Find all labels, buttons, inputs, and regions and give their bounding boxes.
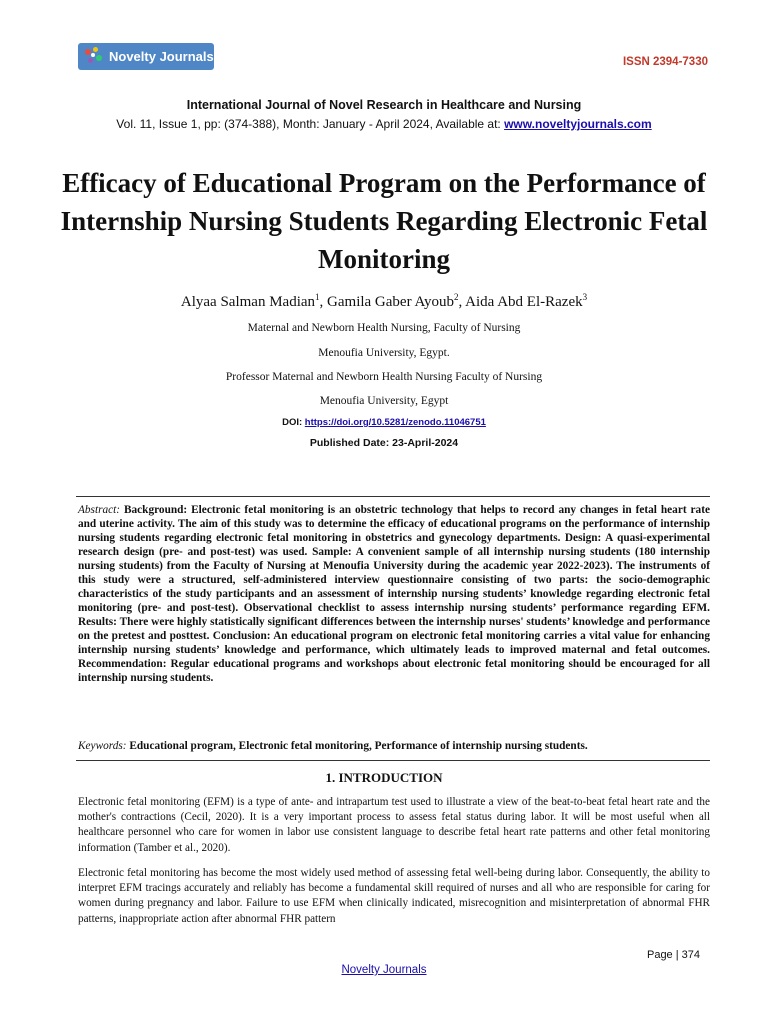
author-name: Alyaa Salman Madian <box>180 294 316 310</box>
author-sup: 3 <box>582 292 588 302</box>
affiliation-4: Menoufia University, Egypt <box>319 395 449 407</box>
doi-link[interactable]: https://doi.org/10.5281/zenodo.11046751 <box>304 417 486 428</box>
article-title: Efficacy of Educational Program on the Performance of Internship Nursing Students Regarding Electronic Fetal Monitoring <box>60 168 708 274</box>
publisher-link[interactable]: Novelty Journals <box>341 964 427 976</box>
affiliation-3: Professor Maternal and Newborn Health Nursing Faculty of Nursing <box>225 371 543 383</box>
author-sup: 2 <box>453 292 459 302</box>
logo-text: Novelty Journals <box>109 49 214 64</box>
author-name: Gamila Gaber Ayoub <box>327 294 454 310</box>
page-number: Page | 374 <box>646 949 700 961</box>
affiliation-2: Menoufia University, Egypt. <box>318 347 450 359</box>
affiliation-1: Maternal and Newborn Health Nursing, Faculty of Nursing <box>247 322 521 334</box>
author-sup: 1 <box>315 292 320 302</box>
abstract-text: Background: Electronic fetal monitoring is an obstetric technology that helps to record any changes in fetal heart rate and uterine activity. The aim of this study was to determine the efficacy of educational programs on the performance of internship nursing students regarding electronic fetal monitoring in obstetrics and gynecology departments. Design: A quasi-experimental research design (pre- and post-test) was used. Sample: A convenient sample of all internship nursing students (180 internship nursing students) from the Faculty of Nursing at Menoufia University during the academic year 2022-2023). The instruments of this study were a structured, self-administered interview questionnaire consisting of two parts: the socio-demographic characteristics of the study participants and an assessment of internship nursing students’ knowledge regarding electronic fetal monitoring (pre- and post-test). Observational checklist to assess internship nursing students’ performance regarding EFM. Results: There were highly statistically significant differences between the internship nurses' students’ knowledge and performance on the pretest and posttest. Conclusion: An educational program on electronic fetal monitoring carries a vital value for enhancing internship nursing students’ knowledge and performance, which ultimately leads to improved maternal and fetal outcomes. Recommendation: Regular educational programs and workshops about electronic fetal monitoring should be encouraged for all internship nursing students. <box>78 504 710 684</box>
keywords-text: Educational program, Electronic fetal monitoring, Performance of internship nursing students. <box>126 740 588 752</box>
keywords-label: Keywords: <box>78 740 127 752</box>
publisher-logo[interactable] <box>78 43 214 70</box>
section-heading: 1. INTRODUCTION <box>325 770 443 785</box>
issn: ISSN 2394-7330 <box>622 56 708 68</box>
abstract-label: Abstract: <box>78 504 121 516</box>
footer-publisher <box>0 964 768 976</box>
paragraph: Electronic fetal monitoring (EFM) is a type of ante- and intrapartum test used to illustrate a view of the beat-to-beat fetal heart rate and the mother's contractions (Cecil, 2020). It is a very important process to assess fetal status during labor. It will be most useful when all healthcare personnel who care for women in labor use consistent language to describe fetal heart rate patterns and other fetal monitoring information (Tamber et al., 2020). <box>78 796 710 854</box>
journal-name: International Journal of Novel Research in Healthcare and Nursing <box>186 98 582 112</box>
abstract <box>78 503 710 685</box>
keywords <box>78 740 710 752</box>
journal-website-link[interactable]: www.noveltyjournals.com <box>504 117 652 131</box>
volume-text: Vol. 11, Issue 1, pp: (374-388), Month: January - April 2024, Available at: <box>116 117 505 131</box>
divider <box>76 496 710 497</box>
divider <box>76 760 710 761</box>
paragraph: Electronic fetal monitoring has become the most widely used method of assessing fetal well-being during labor. Consequently, the ability to interpret EFM tracings accurately and reliably has become a fundamental skill required of nurses and all who are responsible for caring for women during pregnancy and labor. Failure to use EFM when clinically indicated, misrecognition and misinterpretation of abnormal FHR patterns, inappropriate action after abnormal FHR pattern <box>78 867 710 925</box>
volume-info <box>0 117 768 131</box>
doi <box>0 417 768 428</box>
author-list: Alyaa Salman Madian$^1$, Gamila Gaber Ayoub$^2$, Aida Abd El-Razek$^3$ <box>180 292 588 310</box>
molecule-icon <box>83 46 105 68</box>
author-name: Aida Abd El-Razek <box>465 294 583 310</box>
doi-label: DOI: <box>282 417 305 428</box>
published-date: Published Date: 23-April-2024 <box>309 437 459 449</box>
